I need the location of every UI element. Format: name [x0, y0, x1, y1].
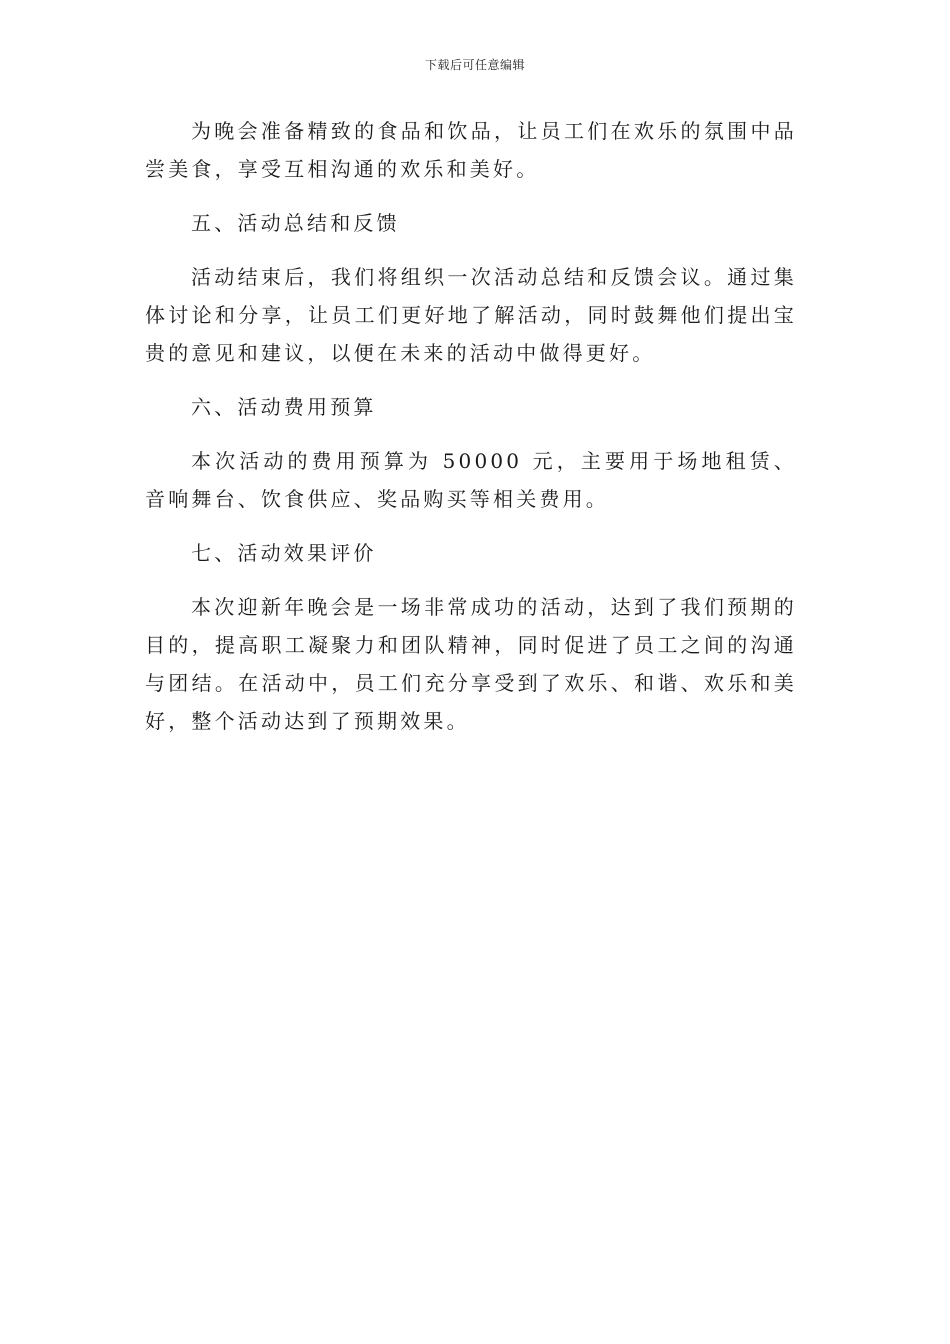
section-heading-summary-feedback: 五、活动总结和反馈 — [191, 211, 400, 235]
paragraph-food-drinks: 为晚会准备精致的食品和饮品，让员工们在欢乐的氛围中品尝美食，享受互相沟通的欢乐和美好。 — [145, 119, 797, 181]
paragraph-budget: 本次活动的费用预算为 50000 元，主要用于场地租赁、音响舞台、饮食供应、奖品购买等相关费用。 — [145, 449, 797, 511]
document-body — [145, 112, 797, 740]
paragraph-summary-feedback: 活动结束后，我们将组织一次活动总结和反馈会议。通过集体讨论和分享，让员工们更好地了解活动，同时鼓舞他们提出宝贵的意见和建议，以便在未来的活动中做得更好。 — [145, 265, 797, 365]
paragraph-evaluation: 本次迎新年晚会是一场非常成功的活动，达到了我们预期的目的，提高职工凝聚力和团队精神，同时促进了员工之间的沟通与团结。在活动中，员工们充分享受到了欢乐、和谐、欢乐和美好，整个活动达到了预期效果。 — [145, 595, 797, 733]
section-heading-evaluation: 七、活动效果评价 — [191, 541, 377, 565]
section-heading-budget: 六、活动费用预算 — [191, 395, 377, 419]
page-header: 下载后可任意编辑 — [424, 58, 525, 72]
